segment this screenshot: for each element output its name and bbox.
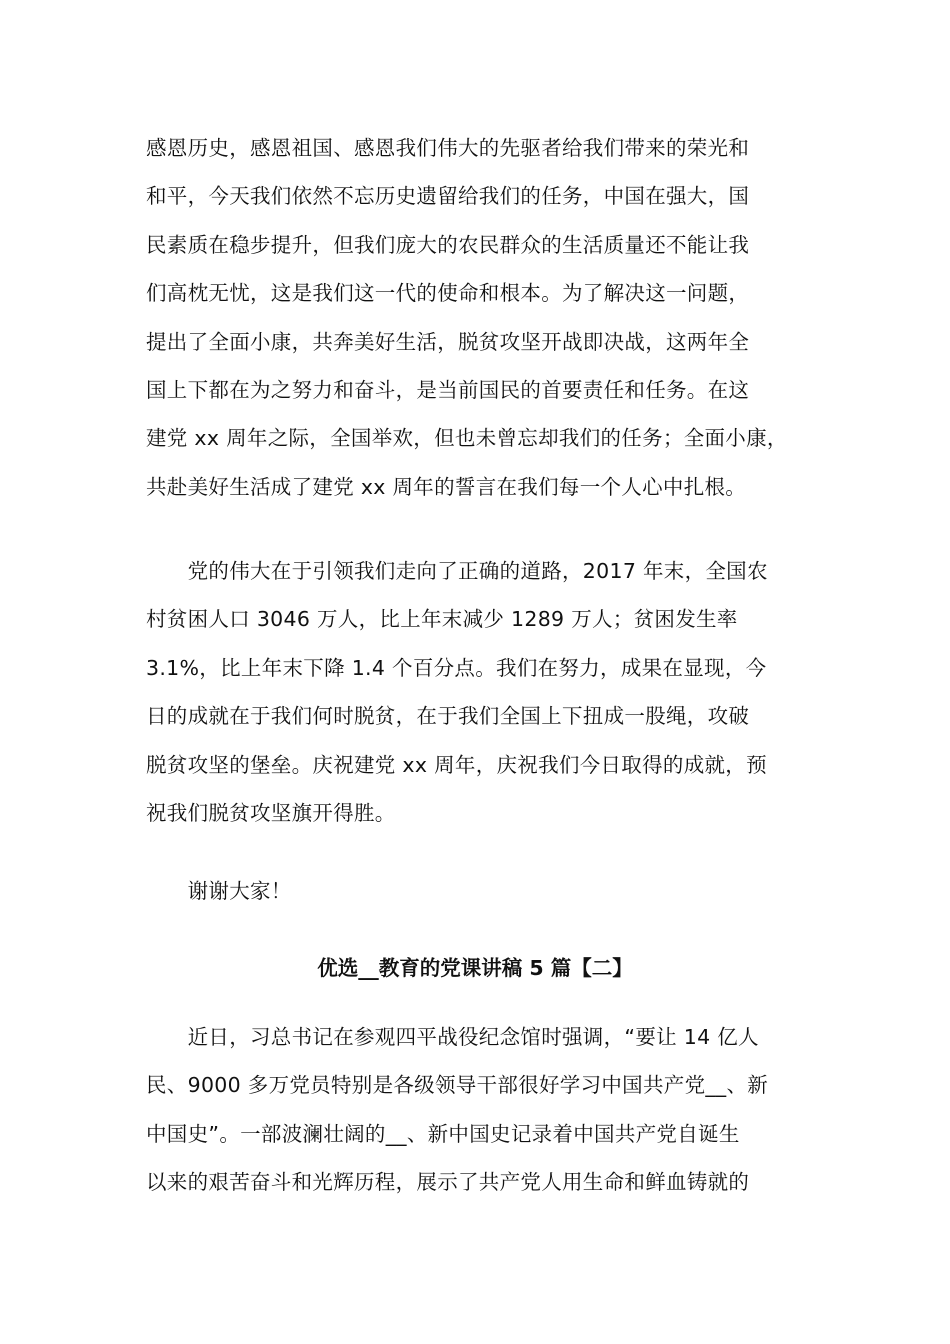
- text-line: 提出了全面小康，共奔美好生活，脱贫攻坚开战即决战，这两年全: [146, 329, 750, 354]
- text-line: 日的成就在于我们何时脱贫，在于我们全国上下扭成一股绳，攻破: [146, 704, 750, 729]
- text-line: 民、9000 多万党员特别是各级领导干部很好学习中国共产党__、新: [146, 1073, 769, 1098]
- text-line: 共赴美好生活成了建党 xx 周年的誓言在我们每一个人心中扎根。: [146, 474, 747, 499]
- paragraph-3: [146, 867, 826, 915]
- text-line: 祝我们脱贫攻坚旗开得胜。: [146, 800, 396, 825]
- text-line: 中国史”。一部波澜壮阔的__、新中国史记录着中国共产党自诞生: [146, 1121, 740, 1146]
- text-line: 建党 xx 周年之际，全国举欢，但也未曾忘却我们的任务；全面小康，: [146, 426, 788, 451]
- paragraph-2: [146, 547, 826, 837]
- text-line: 党的伟大在于引领我们走向了正确的道路，2017 年末，全国农: [146, 559, 768, 583]
- text-line: 脱贫攻坚的堡垒。庆祝建党 xx 周年，庆祝我们今日取得的成就，预: [146, 752, 767, 777]
- text-line: 和平，今天我们依然不忘历史遗留给我们的任务，中国在强大，国: [146, 184, 750, 209]
- text-line: 感恩历史，感恩祖国、感恩我们伟大的先驱者给我们带来的荣光和: [146, 136, 750, 160]
- section-heading: 优选__教育的党课讲稿 5 篇【二】: [317, 956, 633, 980]
- text-line: 以来的艰苦奋斗和光辉历程，展示了共产党人用生命和鲜血铸就的: [146, 1170, 750, 1195]
- text-line: 谢谢大家！: [146, 879, 292, 903]
- text-line: 们高枕无忧，这是我们这一代的使命和根本。为了解决这一问题，: [146, 281, 750, 306]
- text-line: 民素质在稳步提升，但我们庞大的农民群众的生活质量还不能让我: [146, 232, 750, 257]
- text-line: 3.1%，比上年末下降 1.4 个百分点。我们在努力，成果在显现，今: [146, 655, 767, 680]
- paragraph-4: [146, 1013, 826, 1207]
- text-line: 国上下都在为之努力和奋斗，是当前国民的首要责任和任务。在这: [146, 377, 750, 402]
- text-line: 近日，习总书记在参观四平战役纪念馆时强调，“要让 14 亿人: [146, 1025, 759, 1049]
- paragraph-1: [146, 124, 826, 511]
- text-line: 村贫困人口 3046 万人，比上年末减少 1289 万人；贫困发生率: [146, 607, 738, 632]
